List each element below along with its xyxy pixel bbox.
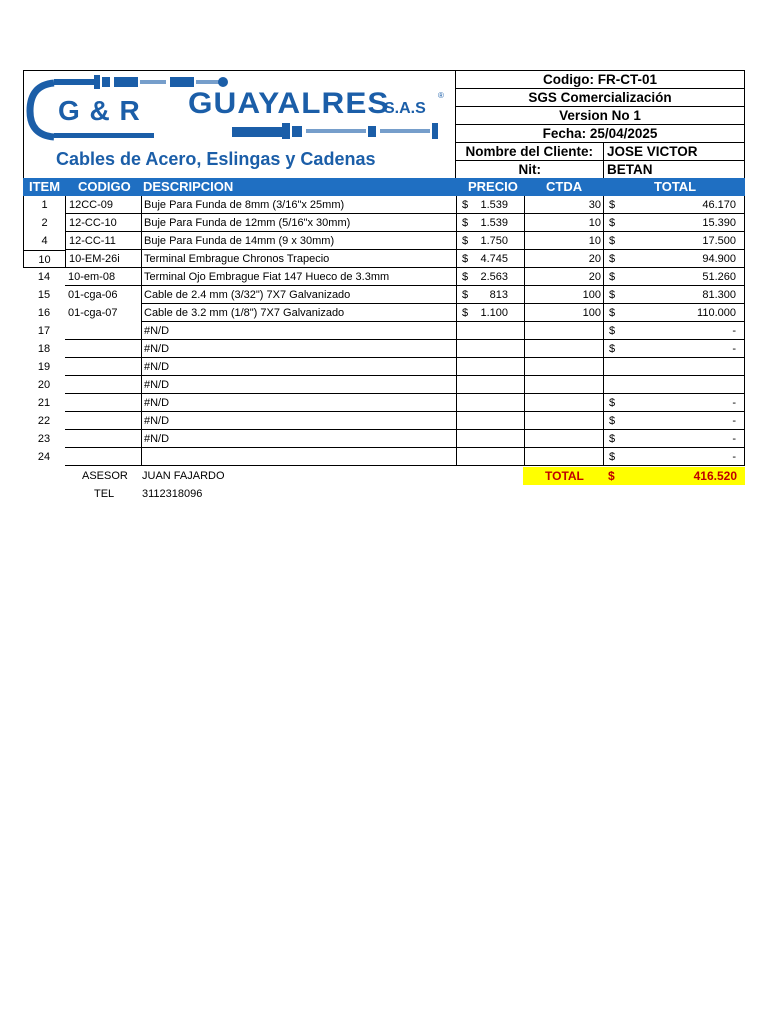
total-value: 110.000 <box>697 307 736 319</box>
quote-table <box>23 196 745 466</box>
currency-symbol: $ <box>609 217 616 229</box>
cell-desc[interactable]: Buje Para Funda de 8mm (3/16"x 25mm) <box>141 196 456 214</box>
cell-item[interactable]: 20 <box>37 379 51 391</box>
cell-item[interactable]: 23 <box>37 433 51 445</box>
cell-total[interactable] <box>603 322 745 340</box>
cell-desc[interactable] <box>141 448 456 466</box>
cell-total[interactable] <box>603 232 745 250</box>
currency-symbol: $ <box>462 307 469 319</box>
currency-symbol: $ <box>462 199 469 211</box>
total-value: - <box>732 343 736 355</box>
cell-code[interactable]: 01-cga-07 <box>68 307 118 319</box>
table-header <box>23 178 745 196</box>
currency-symbol: $ <box>462 289 469 301</box>
cell-desc[interactable]: #N/D <box>141 340 456 358</box>
header-qty: CTDA <box>546 179 583 194</box>
price-value: 813 <box>489 289 508 301</box>
cell-price[interactable] <box>456 286 524 304</box>
cell-code[interactable]: 12-CC-11 <box>65 232 141 250</box>
total-value: - <box>732 433 736 445</box>
grand-total-label: TOTAL <box>545 469 584 483</box>
currency-symbol: $ <box>462 271 469 283</box>
doc-system: SGS Comercialización <box>455 88 745 106</box>
cell-desc[interactable]: Buje Para Funda de 14mm (9 x 30mm) <box>141 232 456 250</box>
cell-item[interactable]: 14 <box>37 271 51 283</box>
cell-price[interactable] <box>456 412 524 430</box>
currency-symbol: $ <box>609 415 616 427</box>
client-name-cell[interactable]: JOSE VICTOR BETAN <box>603 142 745 160</box>
total-value: 94.900 <box>702 253 736 265</box>
currency-symbol: $ <box>609 307 616 319</box>
cell-total[interactable] <box>603 358 745 376</box>
price-value: 1.539 <box>480 217 508 229</box>
advisor-label: ASESOR <box>82 470 128 482</box>
cell-desc[interactable]: Terminal Ojo Embrague Fiat 147 Hueco de 3.3mm <box>141 268 456 286</box>
header-total: TOTAL <box>654 179 697 194</box>
cell-code[interactable] <box>65 376 141 394</box>
cell-code[interactable]: 01-cga-06 <box>68 289 118 301</box>
cell-qty[interactable]: 10 <box>524 214 603 232</box>
cell-code[interactable] <box>65 394 141 412</box>
table-row <box>23 304 745 322</box>
total-value: 15.390 <box>702 217 736 229</box>
client-label: Nombre del Cliente: <box>455 142 603 160</box>
cell-total[interactable] <box>603 286 745 304</box>
cell-code[interactable]: 12CC-09 <box>65 196 141 214</box>
cell-qty[interactable] <box>524 322 603 340</box>
currency-symbol: $ <box>609 199 616 211</box>
cell-item[interactable]: 21 <box>37 397 51 409</box>
cell-price[interactable] <box>456 268 524 286</box>
cell-price[interactable] <box>456 430 524 448</box>
cell-item[interactable]: 19 <box>37 361 51 373</box>
table-row <box>23 214 745 232</box>
table-row <box>23 376 745 394</box>
currency-symbol: $ <box>609 289 616 301</box>
total-value: - <box>732 415 736 427</box>
currency-symbol: $ <box>609 343 616 355</box>
currency-symbol: $ <box>609 451 616 463</box>
cell-desc[interactable]: Cable de 2.4 mm (3/32") 7X7 Galvanizado <box>141 286 456 304</box>
header-code: CODIGO <box>78 179 131 194</box>
cell-item[interactable]: 18 <box>37 343 51 355</box>
header-price: PRECIO <box>468 179 518 194</box>
grand-total-value: 416.520 <box>693 469 737 483</box>
total-value: - <box>732 451 736 463</box>
cell-price[interactable] <box>456 340 524 358</box>
currency-symbol: $ <box>609 433 616 445</box>
company-logo-block <box>23 70 455 178</box>
total-value: - <box>732 325 736 337</box>
cell-total[interactable] <box>603 376 745 394</box>
total-value: 51.260 <box>702 271 736 283</box>
cell-desc[interactable]: #N/D <box>141 322 456 340</box>
cell-price[interactable] <box>456 376 524 394</box>
cell-qty[interactable]: 10 <box>524 232 603 250</box>
currency-symbol: $ <box>609 325 616 337</box>
cell-qty[interactable]: 20 <box>524 250 603 268</box>
cell-total[interactable] <box>603 214 745 232</box>
header-desc: DESCRIPCION <box>143 179 234 194</box>
cell-desc[interactable]: #N/D <box>141 430 456 448</box>
grand-total-box[interactable] <box>523 467 745 485</box>
cell-total[interactable] <box>603 304 745 322</box>
advisor-name: JUAN FAJARDO <box>142 470 225 482</box>
cell-qty[interactable]: 100 <box>524 286 603 304</box>
cell-desc[interactable]: #N/D <box>141 394 456 412</box>
cell-price[interactable] <box>456 232 524 250</box>
cell-price[interactable] <box>456 358 524 376</box>
cell-code[interactable]: 10-EM-26i <box>65 250 141 268</box>
cell-price[interactable] <box>456 214 524 232</box>
cell-total[interactable] <box>603 196 745 214</box>
cell-price[interactable] <box>456 304 524 322</box>
cell-code[interactable]: 12-CC-10 <box>65 214 141 232</box>
cell-item[interactable]: 4 <box>23 232 65 250</box>
cell-qty[interactable]: 30 <box>524 196 603 214</box>
cell-item[interactable]: 22 <box>37 415 51 427</box>
cell-item[interactable]: 10 <box>23 250 65 268</box>
price-value: 2.563 <box>480 271 508 283</box>
table-row <box>23 340 745 358</box>
logo-company-name: GUAYALRES <box>188 87 390 120</box>
currency-symbol: $ <box>609 253 616 265</box>
cell-item[interactable]: 1 <box>23 196 65 214</box>
price-value: 4.745 <box>480 253 508 265</box>
cell-item[interactable]: 15 <box>37 289 51 301</box>
cell-total[interactable] <box>603 268 745 286</box>
price-value: 1.539 <box>480 199 508 211</box>
table-row <box>23 430 745 448</box>
nit-label: Nit: <box>455 160 603 178</box>
currency-symbol: $ <box>609 235 616 247</box>
cell-total[interactable] <box>603 448 745 466</box>
cell-qty[interactable] <box>524 394 603 412</box>
cell-desc[interactable]: #N/D <box>141 412 456 430</box>
logo-initials: G & R <box>58 95 141 126</box>
cell-code[interactable]: 10-em-08 <box>65 268 141 286</box>
cell-total[interactable] <box>603 250 745 268</box>
cell-code[interactable] <box>65 412 141 430</box>
table-row <box>23 196 745 214</box>
cell-desc[interactable]: #N/D <box>141 358 456 376</box>
total-value: - <box>732 397 736 409</box>
cell-total[interactable] <box>603 430 745 448</box>
currency-symbol: $ <box>609 271 616 283</box>
table-row <box>23 394 745 412</box>
table-row <box>23 250 745 268</box>
cell-qty[interactable] <box>524 358 603 376</box>
total-value: 17.500 <box>702 235 736 247</box>
price-value: 1.750 <box>480 235 508 247</box>
doc-code: Codigo: FR-CT-01 <box>455 70 745 88</box>
cell-desc[interactable]: #N/D <box>141 376 456 394</box>
cell-total[interactable] <box>603 412 745 430</box>
table-row <box>23 286 745 304</box>
cell-price[interactable] <box>456 448 524 466</box>
cell-qty[interactable]: 100 <box>524 304 603 322</box>
cell-price[interactable] <box>456 394 524 412</box>
currency-symbol: $ <box>462 235 469 247</box>
cell-item[interactable]: 2 <box>23 214 65 232</box>
doc-version: Version No 1 <box>455 106 745 124</box>
total-value: 46.170 <box>702 199 736 211</box>
cell-price[interactable] <box>456 250 524 268</box>
cell-item[interactable]: 16 <box>37 307 51 319</box>
table-row <box>23 358 745 376</box>
grand-total-currency: $ <box>608 469 615 483</box>
cell-code[interactable] <box>65 448 141 466</box>
cell-desc[interactable]: Cable de 3.2 mm (1/8") 7X7 Galvanizado <box>141 304 456 322</box>
tel-value: 3112318096 <box>142 488 203 500</box>
cell-desc[interactable]: Buje Para Funda de 12mm (5/16"x 30mm) <box>141 214 456 232</box>
currency-symbol: $ <box>609 397 616 409</box>
table-row <box>23 268 745 286</box>
cell-qty[interactable]: 20 <box>524 268 603 286</box>
cell-code[interactable] <box>65 430 141 448</box>
cell-code[interactable] <box>65 358 141 376</box>
cell-code[interactable] <box>65 322 141 340</box>
cell-qty[interactable] <box>524 376 603 394</box>
header-item: ITEM <box>29 179 61 194</box>
table-row <box>23 232 745 250</box>
cell-qty[interactable] <box>524 340 603 358</box>
cell-total[interactable] <box>603 340 745 358</box>
cell-qty[interactable] <box>524 412 603 430</box>
price-value: 1.100 <box>480 307 508 319</box>
cell-item[interactable]: 24 <box>37 451 51 463</box>
table-row <box>23 412 745 430</box>
company-tagline: Cables de Acero, Eslingas y Cadenas <box>56 149 376 169</box>
cell-qty[interactable] <box>524 448 603 466</box>
cell-price[interactable] <box>456 196 524 214</box>
table-row <box>23 322 745 340</box>
currency-symbol: $ <box>462 253 469 265</box>
doc-date: Fecha: 25/04/2025 <box>455 124 745 142</box>
cell-total[interactable] <box>603 394 745 412</box>
registered-mark: ® <box>438 91 444 100</box>
total-value: 81.300 <box>702 289 736 301</box>
currency-symbol: $ <box>462 217 469 229</box>
tel-label: TEL <box>94 488 115 500</box>
cell-qty[interactable] <box>524 430 603 448</box>
table-row <box>23 448 745 466</box>
cell-item[interactable]: 17 <box>37 325 51 337</box>
cell-price[interactable] <box>456 322 524 340</box>
cell-code[interactable] <box>65 340 141 358</box>
cell-desc[interactable]: Terminal Embrague Chronos Trapecio <box>141 250 456 268</box>
nit-value-cell[interactable] <box>603 160 745 178</box>
logo-suffix: S.A.S <box>384 100 426 117</box>
